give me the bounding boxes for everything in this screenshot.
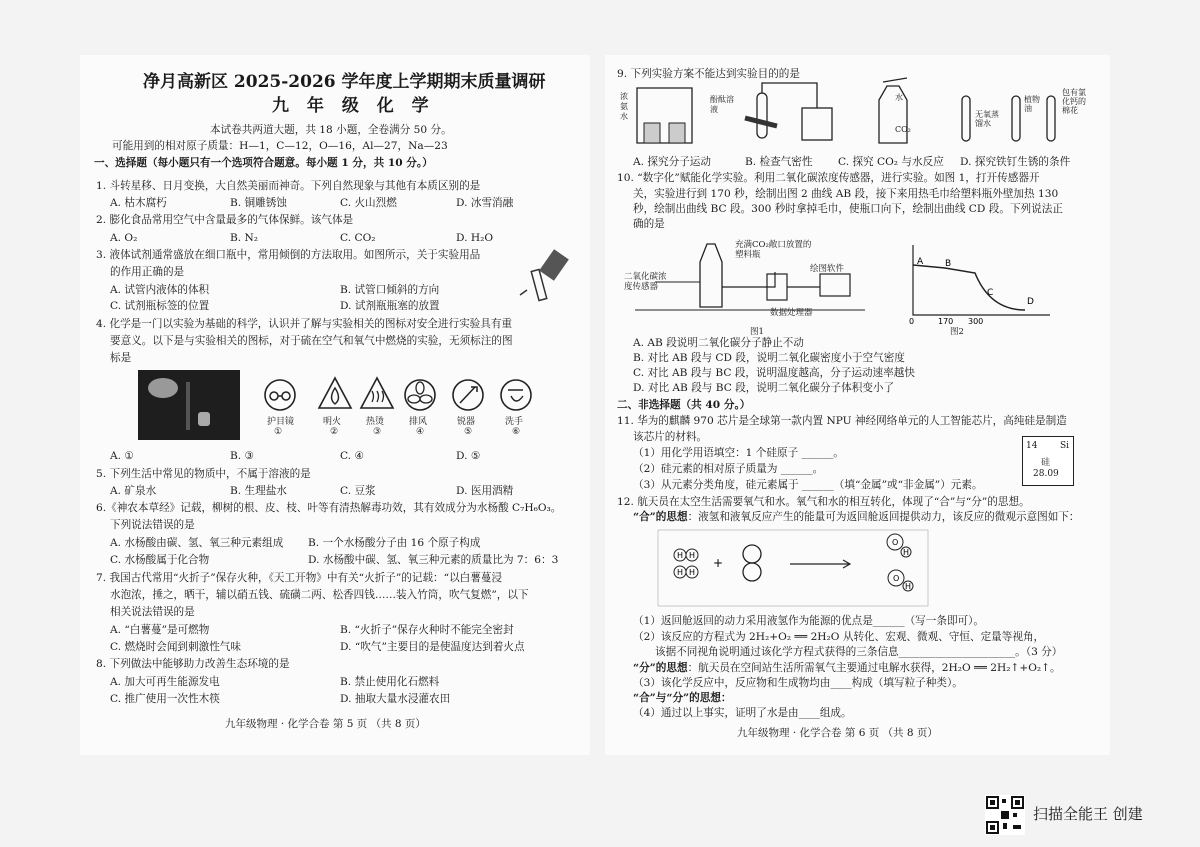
q4-option-a: A. ① <box>110 450 134 462</box>
icon-5-number: ⑤ <box>464 427 473 437</box>
q11-stem-line2: 该芯片的材料。 <box>633 431 708 443</box>
exam-subtitle: 九 年 级 化 学 <box>272 96 435 116</box>
svg-text:O: O <box>893 574 900 583</box>
q6-stem-line1: 6.《神农本草经》记载，柳树的根、皮、枝、叶等有清热解毒功效，其有效成分为水杨酸 C₇H₆O₃。 <box>96 502 562 514</box>
q9-label-water: 水 <box>895 93 903 102</box>
svg-text:H: H <box>689 568 696 577</box>
svg-text:+: + <box>713 556 724 570</box>
icon-2-number: ② <box>330 427 339 437</box>
q12-part-4: （4）通过以上事实，证明了水是由____组成。 <box>633 707 852 719</box>
svg-text:B: B <box>945 259 952 269</box>
svg-text:C: C <box>987 288 994 298</box>
q3-option-a: A. 试管内液体的体积 <box>110 284 210 296</box>
si-symbol: Si <box>1059 441 1069 451</box>
exam-title: 净月高新区 2025-2026 学年度上学期期末质量调研 <box>143 72 546 92</box>
qr-code-icon <box>985 795 1025 835</box>
q10-figure-2 <box>905 240 1055 326</box>
q12-fen-text: ：航天员在空间站生活所需氧气主要通过电解水获得，2H₂O ══ 2H₂↑+O₂↑。 <box>687 662 1061 674</box>
icon-1-label: 护目镜 <box>267 417 295 427</box>
q6-option-a: A. 水杨酸由碳、氢、氧三种元素组成 <box>110 537 284 549</box>
q11-stem-line1: 11. 华为的麒麟 970 芯片是全球第一款内置 NPU 神经网络单元的人工智能芯片，高纯硅是制造 <box>617 415 1067 427</box>
q7-option-b: B. “火折子”保存火种时不能完全密封 <box>340 624 514 636</box>
hot-icon <box>359 376 395 410</box>
fig1-software-label: 绘图软件 <box>810 264 845 274</box>
q9-label-phenolphthalein: 酚酞溶液 <box>710 95 734 114</box>
q9-label-oxygen-free-water: 无氧蒸馏水 <box>975 110 999 128</box>
fig1-bottle-label: 充满CO₂敞口放置的塑料瓶 <box>735 240 812 260</box>
q5-stem: 5. 下列生活中常见的物质中，不属于溶液的是 <box>96 468 311 480</box>
q9-option-a: A. 探究分子运动 <box>633 156 711 168</box>
q12-part-2-line2: 该据不同视角说明通过该化学方程式获得的三条信息______________________。（3 分） <box>655 646 1063 658</box>
q6-option-b: B. 一个水杨酸分子由 16 个原子构成 <box>308 537 481 549</box>
svg-text:H: H <box>677 551 684 560</box>
q11-part-1: （1）用化学用语填空：1 个硅原子 ______。 <box>633 447 844 459</box>
q1-option-a: A. 枯木腐朽 <box>110 197 167 209</box>
scanner-watermark: 扫描全能王 创建 <box>1033 805 1143 823</box>
fan-icon <box>403 378 437 412</box>
q2-option-d: D. H₂O <box>456 232 494 244</box>
q2-option-a: A. O₂ <box>110 232 138 244</box>
atomic-masses: 可能用到的相对原子质量：H—1，C—12，O—16，Al—27，Na—23 <box>112 140 448 152</box>
q12-he-label: “合”的思想 <box>633 511 688 523</box>
svg-text:300: 300 <box>968 317 984 326</box>
q7-option-d: D. “吹气”主要目的是使温度达到着火点 <box>340 641 525 653</box>
q10-option-a: A. AB 段说明二氧化碳分子静止不动 <box>633 337 804 349</box>
q10-option-b: B. 对比 AB 段与 CD 段，说明二氧化碳密度小于空气密度 <box>633 352 905 364</box>
q1-option-d: D. 冰雪消融 <box>456 197 514 209</box>
q2-option-c: C. CO₂ <box>340 232 376 244</box>
si-name: 硅 <box>1041 458 1051 468</box>
icon-1-number: ① <box>274 427 283 437</box>
q9-label-ammonia: 浓氨水 <box>620 92 628 121</box>
q6-option-c: C. 水杨酸属于化合物 <box>110 554 210 566</box>
q9-option-c: C. 探究 CO₂ 与水反应 <box>838 156 944 168</box>
fig1-processor-label: 数据处理器 <box>770 308 813 318</box>
section-2-heading: 二、非选择题（共 40 分。） <box>617 399 751 411</box>
q7-stem-line3: 相关说法错误的是 <box>110 606 195 618</box>
q8-option-c: C. 推广使用一次性木筷 <box>110 693 220 705</box>
svg-text:O: O <box>892 538 899 547</box>
q9-label-co2: CO₂ <box>895 125 911 134</box>
icon-4-number: ④ <box>416 427 425 437</box>
icon-2-label: 明火 <box>323 417 342 427</box>
q2-stem: 2. 膨化食品常用空气中含量最多的气体保鲜。该气体是 <box>96 214 354 226</box>
svg-text:H: H <box>905 582 912 591</box>
svg-text:D: D <box>1027 297 1034 307</box>
q5-option-a: A. 矿泉水 <box>110 485 157 497</box>
q1-stem: 1. 斗转星移、日月变换，大自然美丽而神奇。下列自然现象与其他有本质区别的是 <box>96 180 481 192</box>
q5-option-c: C. 豆浆 <box>340 485 376 497</box>
q9-stem: 9. 下列实验方案不能达到实验目的的是 <box>617 68 800 80</box>
flame-icon <box>317 376 353 410</box>
goggles-icon <box>263 378 297 412</box>
q8-option-a: A. 加大可再生能源发电 <box>110 676 220 688</box>
fig2-caption: 图2 <box>950 327 964 337</box>
q3-stem-line1: 3. 液体试剂通常盛放在细口瓶中，常用倾倒的方法取用。如图所示，关于实验用品 <box>96 249 481 261</box>
q7-option-a: A. “白薯蔓”是可燃物 <box>110 624 210 636</box>
q7-option-c: C. 燃烧时会闻到刺激性气味 <box>110 641 241 653</box>
q12-part-1: （1）返回舱返回的动力采用液氢作为能源的优点是______（写一条即可）。 <box>633 615 985 627</box>
q2-option-b: B. N₂ <box>230 232 259 244</box>
q6-option-d: D. 水杨酸中碳、氢、氧三种元素的质量比为 7：6：3 <box>308 554 559 566</box>
icon-3-number: ③ <box>373 427 382 437</box>
right-page-footer: 九年级物理 · 化学合卷 第 6 页 （共 8 页） <box>737 727 938 739</box>
q9-apparatus-illustration <box>617 78 1087 153</box>
q12-fen-label: “分”的思想 <box>633 662 688 674</box>
svg-text:H: H <box>903 548 910 557</box>
q12-stem: 12. 航天员在太空生活需要氧气和水。氧气和水的相互转化，体现了“合”与“分”的思想。 <box>617 496 1030 508</box>
svg-text:H: H <box>677 568 684 577</box>
q4-option-d: D. ⑤ <box>456 450 481 462</box>
svg-text:H: H <box>689 551 696 560</box>
svg-text:170: 170 <box>938 317 954 326</box>
sharp-icon <box>451 378 485 412</box>
q10-option-c: C. 对比 AB 段与 BC 段，说明温度越高，分子运动速率越快 <box>633 367 915 379</box>
q7-stem-line2: 水泡浓，捶之，晒干，辅以硝五钱、硫磺二两、松香四钱……装入竹筒，吹气复燃”，以下 <box>110 589 529 601</box>
q10-stem-line2: 关，实验进行到 170 秒，绘制出图 2 曲线 AB 段，接下来用热毛巾给塑料瓶外壁加热 130 <box>633 188 1059 200</box>
icon-6-label: 洗手 <box>505 417 524 427</box>
q12-part-2-line1: （2）该反应的方程式为 2H₂+O₂ ══ 2H₂O 从转化、宏观、微观、守恒、定量等视角， <box>633 631 1045 643</box>
sulfur-combustion-photo <box>138 370 240 440</box>
section-1-heading: 一、选择题（每小题只有一个选项符合题意。每小题 1 分，共 10 分。） <box>94 157 433 169</box>
q9-option-d: D. 探究铁钉生锈的条件 <box>960 156 1071 168</box>
q3-stem-line2: 的作用正确的是 <box>110 266 185 278</box>
silicon-element-card <box>1022 436 1074 486</box>
q4-option-c: C. ④ <box>340 450 364 462</box>
q9-option-b: B. 检查气密性 <box>745 156 813 168</box>
si-atomic-number: 14 <box>1026 441 1038 451</box>
q4-stem-line1: 4. 化学是一门以实验为基础的科学，认识并了解与实验相关的图标对安全进行实验具有重 <box>96 318 513 330</box>
q4-option-b: B. ③ <box>230 450 255 462</box>
q11-part-3: （3）从元素分类角度，硅元素属于 ______（填“金属”或“非金属”）元素。 <box>633 479 983 491</box>
q12-fen-line <box>633 662 1061 675</box>
fig1-sensor-label: 二氧化碳浓度传感器 <box>624 272 667 292</box>
q7-stem-line1: 7. 我国古代常用“火折子”保存火种，《天工开物》中有关“火折子”的记载：“以白薯蔓浸 <box>96 572 503 584</box>
icon-5-label: 锐器 <box>457 417 476 427</box>
left-page-footer: 九年级物理 · 化学合卷 第 5 页 （共 8 页） <box>225 718 426 730</box>
q8-option-d: D. 抽取大量水浸灌农田 <box>340 693 451 705</box>
q12-molecular-diagram <box>640 530 940 610</box>
q1-option-c: C. 火山烈燃 <box>340 197 397 209</box>
q12-he-text: ：液氢和液氧反应产生的能量可为返回舱返回提供动力，该反应的微观示意图如下： <box>687 511 1080 523</box>
q3-option-c: C. 试剂瓶标签的位置 <box>110 300 210 312</box>
q12-part-3: （3）该化学反应中，反应物和生成物均由____构成（填写粒子种类）。 <box>633 677 963 689</box>
si-atomic-mass: 28.09 <box>1033 469 1059 479</box>
q8-option-b: B. 禁止使用化石燃料 <box>340 676 440 688</box>
svg-text:0: 0 <box>909 317 915 326</box>
q3-option-d: D. 试剂瓶瓶塞的放置 <box>340 300 440 312</box>
q3-pouring-illustration <box>515 250 575 305</box>
q11-part-2: （2）硅元素的相对原子质量为 ______。 <box>633 463 824 475</box>
icon-6-number: ⑥ <box>512 427 521 437</box>
q12-he-line <box>633 511 1080 524</box>
icon-3-label: 热烫 <box>366 417 385 427</box>
q9-label-calcium-chloride-cotton: 包有氯化钙的棉花 <box>1062 88 1086 115</box>
q12-hefen-label: “合”与“分”的思想： <box>633 692 732 704</box>
q5-option-d: D. 医用酒精 <box>456 485 514 497</box>
icon-4-label: 排风 <box>409 417 428 427</box>
q6-stem-line2: 下列说法错误的是 <box>110 519 195 531</box>
q4-stem-line2: 要意义。以下是与实验相关的图标，对于硫在空气和氧气中燃烧的实验，无须标注的图 <box>110 335 513 347</box>
fig1-caption: 图1 <box>750 327 764 337</box>
q8-stem: 8. 下列做法中能够助力改善生态环境的是 <box>96 658 290 670</box>
q3-option-b: B. 试管口倾斜的方向 <box>340 284 440 296</box>
q4-stem-line3: 标是 <box>110 352 132 364</box>
q10-stem-line1: 10. “数字化”赋能化学实验。利用二氧化碳浓度传感器，进行实验。如图 1，打开传感器开 <box>617 172 1040 184</box>
q1-option-b: B. 铜雕锈蚀 <box>230 197 287 209</box>
q5-option-b: B. 生理盐水 <box>230 485 287 497</box>
q10-stem-line3: 秒，绘制出曲线 BC 段。300 秒时拿掉毛巾，使瓶口向下，绘制出曲线 CD 段。下列说法正 <box>633 203 1063 215</box>
exam-intro: 本试卷共两道大题，共 18 小题，全卷满分 50 分。 <box>210 124 452 136</box>
q9-label-vegetable-oil: 植物油 <box>1024 95 1040 113</box>
q10-stem-line4: 确的是 <box>633 218 665 230</box>
svg-text:A: A <box>917 257 924 267</box>
wash-hands-icon <box>499 378 533 412</box>
q10-option-d: D. 对比 AB 段与 BC 段，说明二氧化碳分子体积变小了 <box>633 382 895 394</box>
